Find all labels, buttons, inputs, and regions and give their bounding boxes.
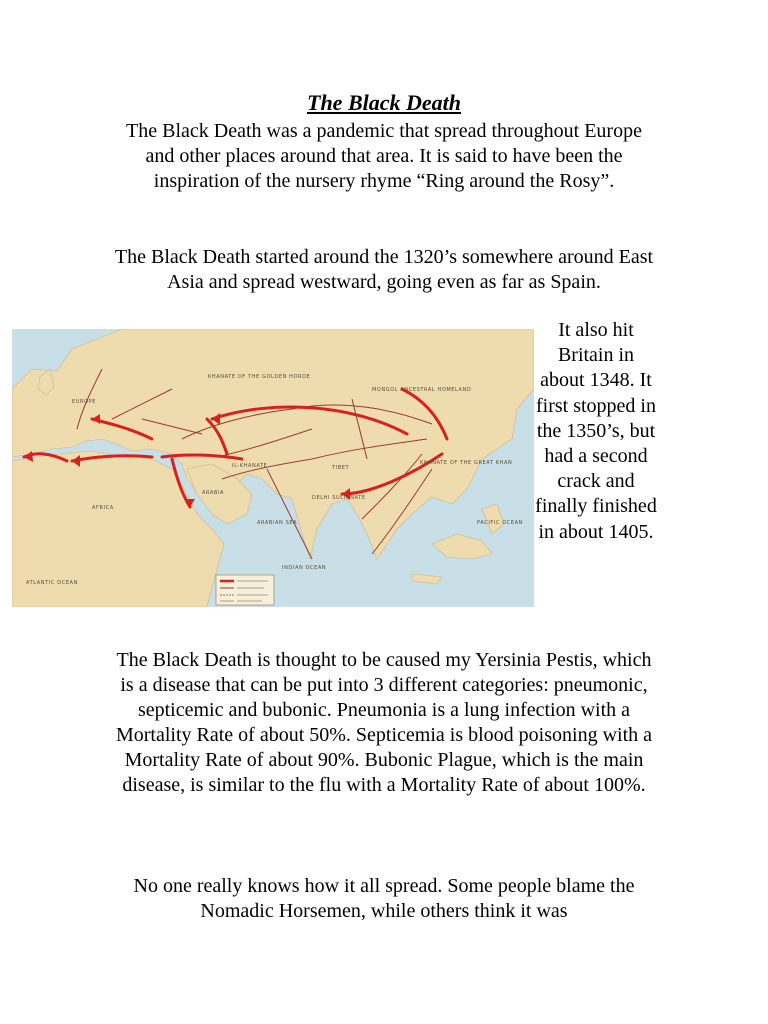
label-africa: AFRICA [92,505,114,511]
label-delhi-sultanate: DELHI SULTANATE [312,495,366,501]
page-title: The Black Death [307,90,461,115]
cause-paragraph: The Black Death is thought to be caused my Yersinia Pestis, which is a disease that can be put into 3 different categories: pneumonic, septicemic and bubonic. Pneumonia is a lung infection with a Mortality Rate of about 50%. Septicemia is blood poisoning with a Mortality Rate of about 90%. Bubonic Plague, which is the main disease, is similar to the flu with a Mortality Rate of about 100%. [115,649,653,796]
britain-timeline-text: It also hit Britain in about 1348. It first stopped in the 1350’s, but had a second crack and finally finished in about 1405. [535,319,657,543]
intro-paragraph: The Black Death was a pandemic that spread throughout Europe and other places around that area. It is said to have been the inspiration of the nursery rhyme “Ring around the Rosy”. [126,120,642,192]
label-golden-horde: KHANATE OF THE GOLDEN HORDE [208,374,311,380]
plague-spread-map [12,329,534,607]
map-legend [216,575,274,605]
label-arabia: ARABIA [202,490,225,496]
label-il-khanate: IL-KHANATE [232,463,268,469]
origin-paragraph: The Black Death started around the 1320’s somewhere around East Asia and spread westward, going even as far as Spain. [114,246,654,293]
label-tibet: TIBET [332,465,350,471]
label-arabian-sea: ARABIAN SEA [257,520,298,526]
label-indian-ocean: INDIAN OCEAN [282,565,327,571]
map-graphic [12,329,534,607]
spread-paragraph: No one really knows how it all spread. Some people blame the Nomadic Horsemen, while others think it was [133,875,635,922]
label-mongol-homeland: MONGOL ANCESTRAL HOMELAND [372,387,472,393]
label-europe: EUROPE [72,399,97,405]
label-pacific-ocean: PACIFIC OCEAN [477,520,523,526]
label-great-khan: KHANATE OF THE GREAT KHAN [420,460,513,466]
label-atlantic-ocean: ATLANTIC OCEAN [26,580,78,586]
